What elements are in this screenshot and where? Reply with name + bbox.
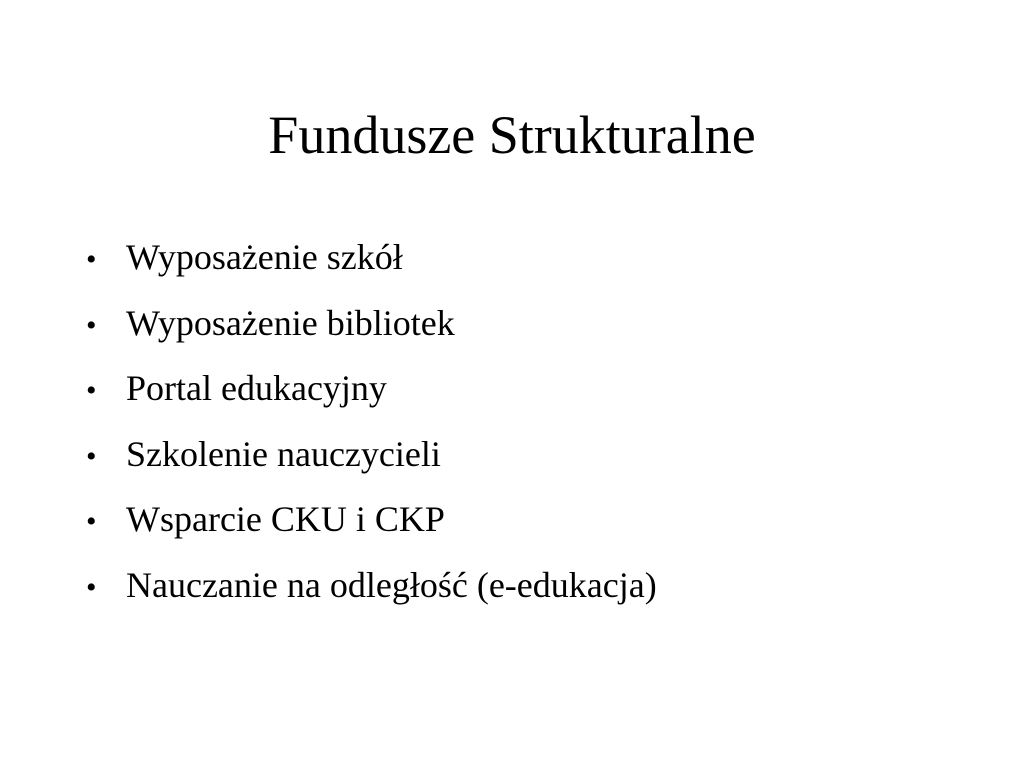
slide-title: Fundusze Strukturalne xyxy=(268,105,756,165)
bullet-icon: • xyxy=(86,374,97,408)
list-item xyxy=(86,230,657,296)
bullet-text: Wyposażenie bibliotek xyxy=(126,302,455,343)
bullet-icon: • xyxy=(86,308,97,342)
bullet-icon: • xyxy=(86,439,97,473)
bullet-icon: • xyxy=(86,243,97,276)
list-item xyxy=(86,492,657,558)
bullet-text: Wsparcie CKU i CKP xyxy=(126,499,445,540)
bullet-text: Nauczanie na odległość (e-edukacja) xyxy=(126,564,657,605)
bullet-text: Portal edukacyjny xyxy=(126,368,387,409)
bullet-text: Szkolenie nauczycieli xyxy=(126,433,441,474)
bullet-text: Wyposażenie szkół xyxy=(126,237,403,277)
list-item xyxy=(86,427,657,493)
list-item xyxy=(86,558,657,624)
bullet-list xyxy=(86,230,657,624)
bullet-icon: • xyxy=(86,570,97,604)
bullet-icon: • xyxy=(86,505,97,539)
list-item xyxy=(86,361,657,427)
list-item xyxy=(86,296,657,362)
